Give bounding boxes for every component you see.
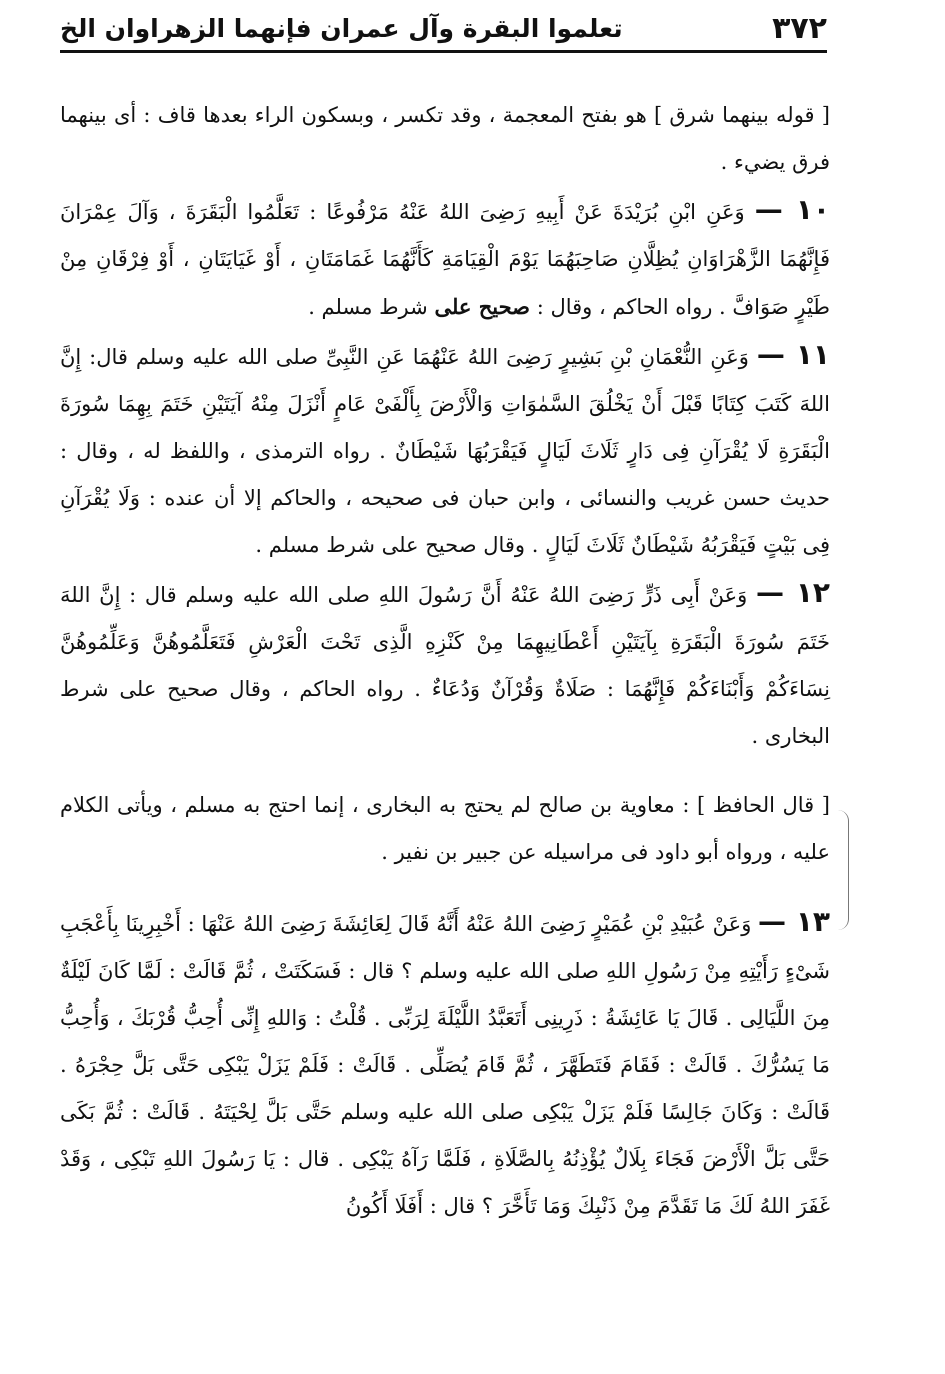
hadith-text: وَعَنْ أَبِى ذَرٍّ رَضِىَ اللهُ عَنْهُ أَنَّ رَسُولَ اللهِ صلى الله عليه وسلم قال : إِنَّ اللهَ خَتَمَ سُورَةَ الْبَقَرَةِ بِآيَتَيْنِ أَعْطَانِيهِمَا مِنْ كَنْزِهِ الَّذِى تَحْتَ الْعَرْشِ فَتَعَلَّمُوهُنَّ وَعَلِّمُوهُنَّ نِسَاءَكُمْ وَأَبْنَاءَكُمْ فَإِنَّهُمَا : صَلَاةٌ وَقُرْآنٌ وَدُعَاءٌ . رواه الحاكم ، وقال صحيح على شرط البخارى .	[60, 583, 830, 748]
hadith-number: ١٣ —	[758, 905, 830, 938]
header-rule	[60, 50, 827, 53]
paragraph-spacer	[60, 876, 830, 898]
hadith-text: وَعَنِ ابْنِ بُرَيْدَةَ عَنْ أَبِيهِ رَضِىَ اللهُ عَنْهُ مَرْفُوعًا : تَعَلَّمُوا الْبَقَرَةَ ، وَآلَ عِمْرَانَ فَإِنَّهُمَا الزَّهْرَاوَانِ يُظِلَّانِ صَاحِبَهُمَا يَوْمَ الْقِيَامَةِ كَأَنَّهُمَا غَمَامَتَانِ ، أَوْ غَيَايَتَانِ ، أَوْ فِرْقَانِ مِنْ طَيْرٍ صَوَافَّ . رواه الحاكم ، وقال :	[60, 200, 830, 319]
hadith-text-end: شرط مسلم .	[308, 295, 428, 319]
hadith-text: وَعَنِ النُّعْمَانِ بْنِ بَشِيرٍ رَضِىَ اللهُ عَنْهُمَا عَنِ النَّبِىِّ صلى الله عليه وسلم قال: إِنَّ اللهَ كَتَبَ كِتَابًا قَبْلَ أَنْ يَخْلُقَ السَّمٰوَاتِ وَالْأَرْضَ بِأَلْفَىْ عَامٍ أَنْزَلَ مِنْهُ آيَتَيْنِ خَتَمَ بِهِمَا سُورَةَ الْبَقَرَةِ لَا يُقْرَآنِ فِى دَارٍ ثَلَاثَ لَيَالٍ فَيَقْرَبُهَا شَيْطَانٌ . رواه الترمذى ، واللفظ له ، وقال : حديث حسن غريب والنسائى ، وابن حبان فى صحيحه ، والحاكم إلا أن عنده : وَلَا يُقْرَآنِ فِى بَيْتٍ فَيَقْرَبُهُ شَيْطَانٌ ثَلَاثَ لَيَالٍ . وقال صحيح على شرط مسلم .	[60, 345, 830, 557]
hadith-bold-text: صحيح على	[434, 294, 531, 319]
page-header	[60, 8, 827, 48]
paragraph-text: [ قال الحافظ ] : معاوية بن صالح لم يحتج به البخارى ، إنما احتج به مسلم ، ويأتى الكلام عليه ، ورواه أبو داود فى مراسيله عن جبير بن نفير .	[60, 793, 830, 864]
hafiz-note	[60, 782, 830, 876]
hadith-number: ١٢ —	[756, 576, 830, 609]
page-body	[60, 92, 830, 1230]
hadith-11	[60, 331, 830, 569]
page-number: ٣٧٢	[772, 10, 827, 46]
hadith-13	[60, 898, 830, 1230]
hadith-text: وَعَنْ عُبَيْدِ بْنِ عُمَيْرٍ رَضِىَ اللهُ عَنْهُ أَنَّهُ قَالَ لِعَائِشَةَ رَضِىَ اللهُ عَنْهَا : أَخْبِرِينَا بِأَعْجَبِ شَىْءٍ رَأَيْتِهِ مِنْ رَسُولِ اللهِ صلى الله عليه وسلم ؟ قال : فَسَكَتَتْ ، ثُمَّ قَالَتْ : لَمَّا كَانَ لَيْلَةٌ مِنَ اللَّيَالِى . قَالَ يَا عَائِشَةُ : ذَرِينِى أَتَعَبَّدُ اللَّيْلَةَ لِرَبِّى . قُلْتُ : وَاللهِ إِنِّى أُحِبُّ قُرْبَكَ ، وَأُحِبُّ مَا يَسُرُّكَ . قَالَتْ : فَقَامَ فَتَطَهَّرَ ، ثُمَّ قَامَ يُصَلِّى . قَالَتْ : فَلَمْ يَزَلْ يَبْكِى حَتَّى بَلَّ حِجْرَهُ . قَالَتْ : وَكَانَ جَالِسًا فَلَمْ يَزَلْ يَبْكِى صلى الله عليه وسلم حَتَّى بَلَّ لِحْيَتَهُ . قَالَتْ : ثُمَّ بَكَى حَتَّى بَلَّ الْأَرْضَ فَجَاءَ بِلَالٌ يُؤْذِنُهُ بِالصَّلَاةِ ، فَلَمَّا رَآهُ يَبْكِى . قال : يَا رَسُولَ اللهِ تَبْكِى ، وَقَدْ غَفَرَ اللهُ لَكَ مَا تَقَدَّمَ مِنْ ذَنْبِكَ وَمَا تَأَخَّرَ ؟ قال : أَفَلَا أَكُونُ	[60, 912, 830, 1218]
margin-pencil-mark	[838, 810, 849, 930]
commentary-paragraph	[60, 92, 830, 186]
running-title: تعلموا البقرة وآل عمران فإنهما الزهراوان الخ	[60, 13, 623, 43]
hadith-10	[60, 186, 830, 331]
hadith-12	[60, 569, 830, 760]
hadith-number: ١٠ —	[754, 193, 830, 226]
paragraph-spacer	[60, 760, 830, 782]
paragraph-text: [ قوله بينهما شرق ] هو بفتح المعجمة ، وقد تكسر ، وبسكون الراء بعدها قاف : أى بينهما فرق يضيء .	[60, 103, 830, 174]
hadith-number: ١١ —	[756, 338, 830, 371]
